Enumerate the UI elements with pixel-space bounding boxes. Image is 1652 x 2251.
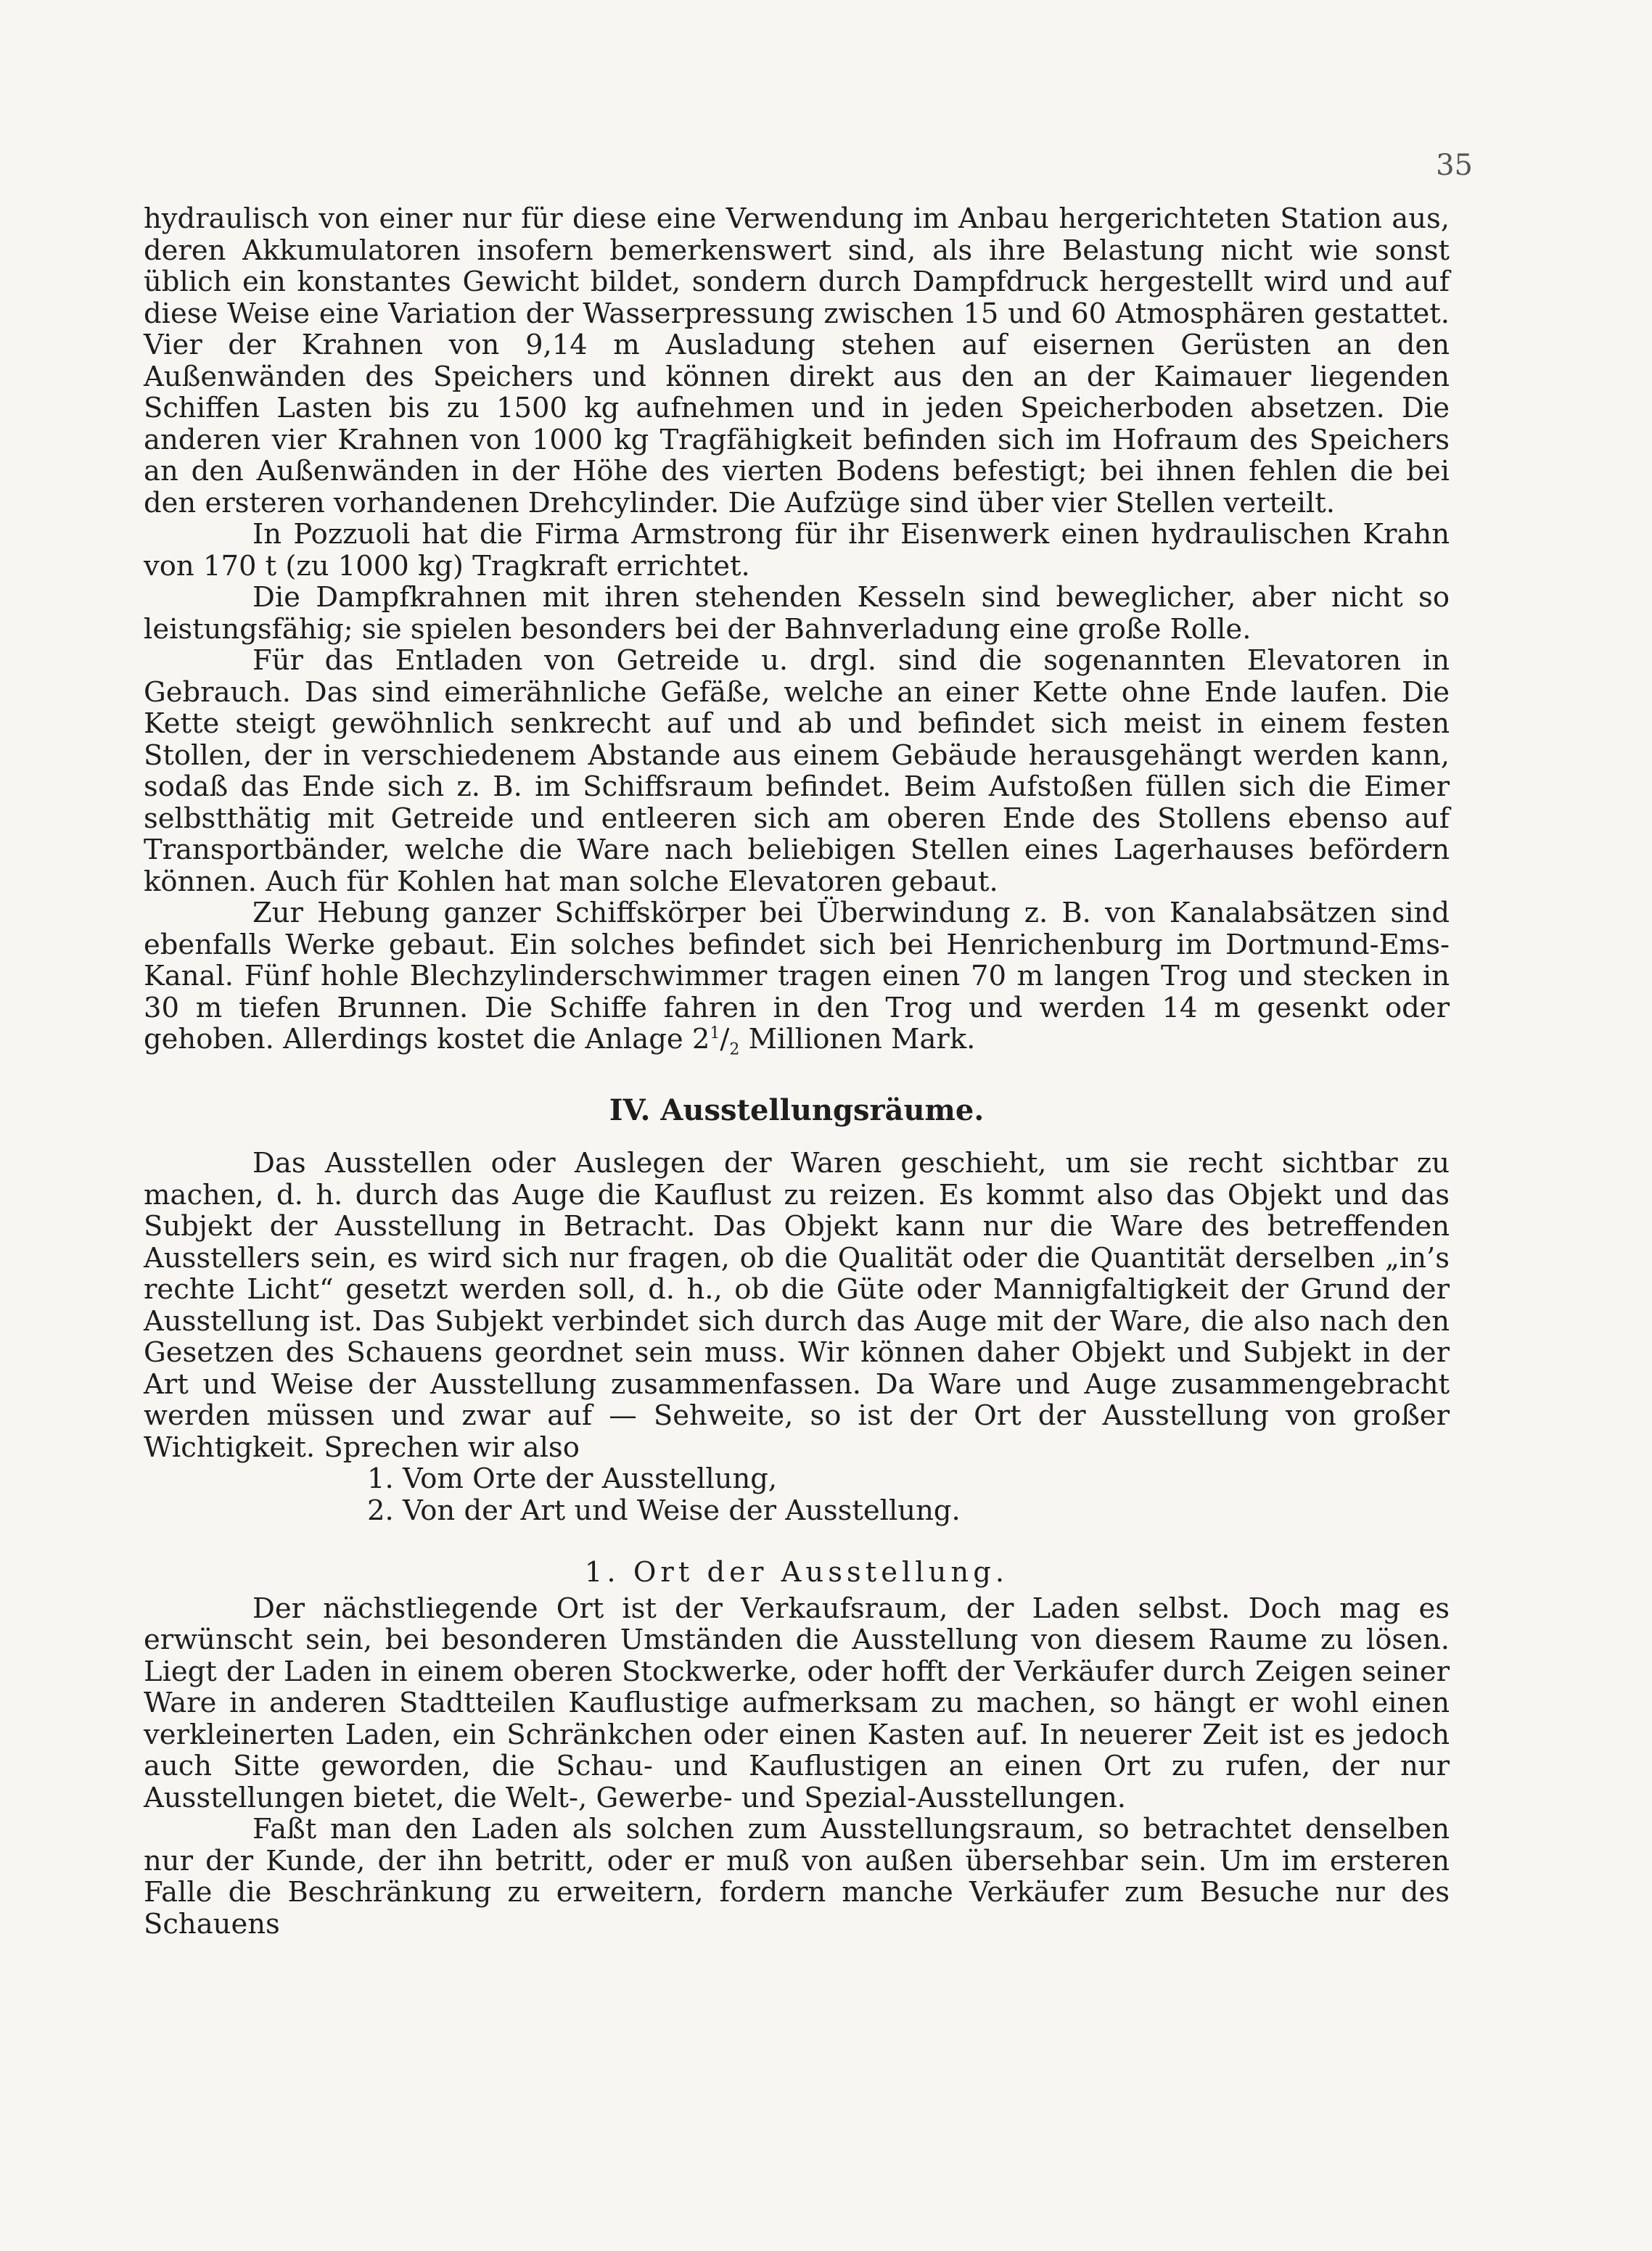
list-item: 2. Von der Art und Weise der Ausstellung. [367, 1494, 961, 1527]
paragraph: Der nächstliegende Ort ist der Verkaufsraum, der Laden selbst. Doch mag es erwünscht sein, bei besonderen Umständen die Ausstellung von diesem Raume zu lösen. Liegt der Laden in einem oberen Stockwerke, oder hofft der Verkäufer durch Zeigen seiner Ware in anderen Stadtteilen Kauflustige aufmerksam zu machen, so hängt er wohl einen verkleinerten Laden, ein Schränkchen oder einen Kasten auf. In neuerer Zeit ist es jedoch auch Sitte geworden, die Schau- und Kauflustigen an einen Ort zu rufen, der nur Ausstellungen bietet, die Welt-, Gewerbe- und Spezial-Ausstellungen. [144, 1592, 1450, 1814]
paragraph-text: Millionen Mark. [739, 1023, 976, 1055]
paragraph-fraction [144, 897, 1450, 1059]
paragraph-text: Zur Hebung ganzer Schiffskörper bei Überwindung z. B. von Kanalabsätzen sind ebenfalls Werke gebaut. Ein solches befindet sich bei Henrichenburg im Dortmund-Ems-Kanal. Fünf hohle Blechzylinderschwimmer tragen einen 70 m langen Trog und stecken in 30 m tiefen Brunnen. Die Schiffe fahren in den Trog und werden 14 m gesenkt oder gehoben. Allerdings kostet die Anlage 2 [144, 897, 1450, 1055]
subsection-heading: 1. Ort der Ausstellung. [584, 1556, 1009, 1589]
paragraph: In Pozzuoli hat die Firma Armstrong für ihr Eisenwerk einen hydraulischen Krahn von 170 t (zu 1000 kg) Tragkraft errichtet. [144, 518, 1450, 583]
fraction-numerator: 1 [710, 1024, 720, 1043]
section-heading: IV. Ausstellungsräume. [609, 1092, 985, 1127]
outline-list [144, 1463, 1450, 1526]
paragraph: Die Dampfkrahnen mit ihren stehenden Kesseln sind beweglicher, aber nicht so leistungsfähig; sie spielen besonders bei der Bahnverladung eine große Rolle. [144, 581, 1450, 646]
fraction-slash: / [720, 1023, 730, 1055]
paragraph: Faßt man den Laden als solchen zum Ausstellungsraum, so betrachtet denselben nur der Kunde, der ihn betritt, oder er muß von außen übersehbar sein. Um im ersteren Falle die Beschränkung zu erweitern, fordern manche Verkäufer zum Besuche nur des Schauens [144, 1813, 1450, 1941]
list-item: 1. Vom Orte der Ausstellung, [367, 1462, 778, 1495]
paragraph: Für das Entladen von Getreide u. drgl. sind die sogenannten Elevatoren in Gebrauch. Das sind eimerähnliche Gefäße, welche an einer Kette ohne Ende laufen. Die Kette steigt gewöhnlich senkrecht auf und ab und befindet sich meist in einem festen Stollen, der in verschiedenem Abstande aus einem Gebäude herausgehängt werden kann, sodaß das Ende sich z. B. im Schiffsraum befindet. Beim Aufstoßen füllen sich die Eimer selbstthätig mit Getreide und entleeren sich am oberen Ende des Stollens ebenso auf Transportbänder, welche die Ware nach beliebigen Stellen eines Lagerhauses befördern können. Auch für Kohlen hat man solche Elevatoren gebaut. [144, 644, 1450, 898]
page-number: 35 [1436, 149, 1473, 182]
fraction-denominator: 2 [729, 1040, 740, 1059]
paragraph: hydraulisch von einer nur für diese eine Verwendung im Anbau hergerichteten Station aus, deren Akkumulatoren insofern bemerkenswert sind, als ihre Belastung nicht wie sonst üblich ein konstantes Gewicht bildet, sondern durch Dampfdruck hergestellt wird und auf diese Weise eine Variation der Wasserpressung zwischen 15 und 60 Atmosphären gestattet. Vier der Krahnen von 9,14 m Ausladung stehen auf eisernen Gerüsten an den Außenwänden des Speichers und können direkt aus den an der Kaimauer liegenden Schiffen Lasten bis zu 1500 kg aufnehmen und in jeden Speicherboden absetzen. Die anderen vier Krahnen von 1000 kg Tragfähigkeit befinden sich im Hofraum des Speichers an den Außenwänden in der Höhe des vierten Bodens befestigt; bei ihnen fehlen die bei den ersteren vorhandenen Drehcylinder. Die Aufzüge sind über vier Stellen verteilt. [144, 202, 1450, 519]
paragraph: Das Ausstellen oder Auslegen der Waren geschieht, um sie recht sichtbar zu machen, d. h. durch das Auge die Kauflust zu reizen. Es kommt also das Objekt und das Subjekt der Ausstellung in Betracht. Das Objekt kann nur die Ware des betreffenden Ausstellers sein, es wird sich nur fragen, ob die Qualität oder die Quantität derselben „in’s rechte Licht“ gesetzt werden soll, d. h., ob die Güte oder Mannigfaltigkeit der Grund der Ausstellung ist. Das Subjekt verbindet sich durch das Auge mit der Ware, die also nach den Gesetzen des Schauens geordnet sein muss. Wir können daher Objekt und Subjekt in der Art und Weise der Ausstellung zusammenfassen. Da Ware und Auge zusammengebracht werden müssen und zwar auf — Sehweite, so ist der Ort der Ausstellung von großer Wichtigkeit. Sprechen wir also [144, 1147, 1450, 1464]
page-body [144, 203, 1450, 1940]
